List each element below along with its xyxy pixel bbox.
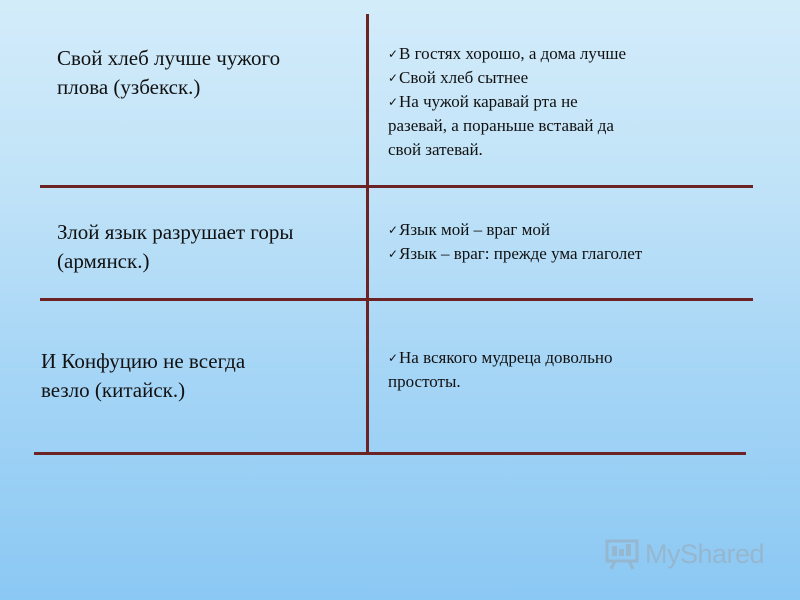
equivalent-text: На всякого мудреца довольно (399, 348, 613, 367)
checkmark-icon: ✓ (388, 47, 399, 61)
proverb-line: везло (китайск.) (41, 378, 186, 402)
equivalent-text: простоты. (388, 372, 461, 391)
proverb-chinese (41, 347, 245, 405)
list-item (388, 218, 738, 242)
list-item (388, 66, 738, 90)
equivalent-text: свой затевай. (388, 140, 483, 159)
checkmark-icon: ✓ (388, 95, 399, 109)
table-bottom-border (34, 452, 746, 455)
watermark-logo (605, 537, 764, 571)
equivalents-list-chinese (388, 346, 738, 394)
equivalent-text: Свой хлеб сытнее (399, 68, 529, 87)
table-row-divider-1 (40, 185, 753, 188)
proverb-uzbek (57, 44, 280, 102)
proverb-line: плова (узбекск.) (57, 75, 201, 99)
equivalent-text: Язык мой – враг мой (399, 220, 550, 239)
equivalent-text: Язык – враг: прежде ума глаголет (399, 244, 643, 263)
equivalent-text: На чужой каравай рта не (399, 92, 578, 111)
proverb-armenian (57, 218, 294, 276)
table-row-divider-2 (40, 298, 753, 301)
list-item (388, 42, 738, 66)
proverb-line: Злой язык разрушает горы (57, 220, 294, 244)
list-item-continuation (388, 370, 738, 394)
list-item (388, 242, 738, 266)
presentation-board-icon (605, 538, 639, 570)
list-item (388, 346, 738, 370)
checkmark-icon: ✓ (388, 351, 399, 365)
equivalents-list-uzbek (388, 42, 738, 162)
equivalent-text: разевай, а пораньше вставай да (388, 116, 614, 135)
checkmark-icon: ✓ (388, 223, 399, 237)
checkmark-icon: ✓ (388, 247, 399, 261)
table-vertical-divider (366, 14, 369, 454)
list-item-continuation (388, 114, 738, 138)
list-item (388, 90, 738, 114)
proverb-line: Свой хлеб лучше чужого (57, 46, 281, 70)
equivalents-list-armenian (388, 218, 738, 266)
watermark-text: MyShared (645, 538, 765, 569)
checkmark-icon: ✓ (388, 71, 399, 85)
list-item-continuation (388, 138, 738, 162)
proverb-line: И Конфуцию не всегда (41, 349, 246, 373)
equivalent-text: В гостях хорошо, а дома лучше (399, 44, 627, 63)
proverb-line: (армянск.) (57, 249, 150, 273)
